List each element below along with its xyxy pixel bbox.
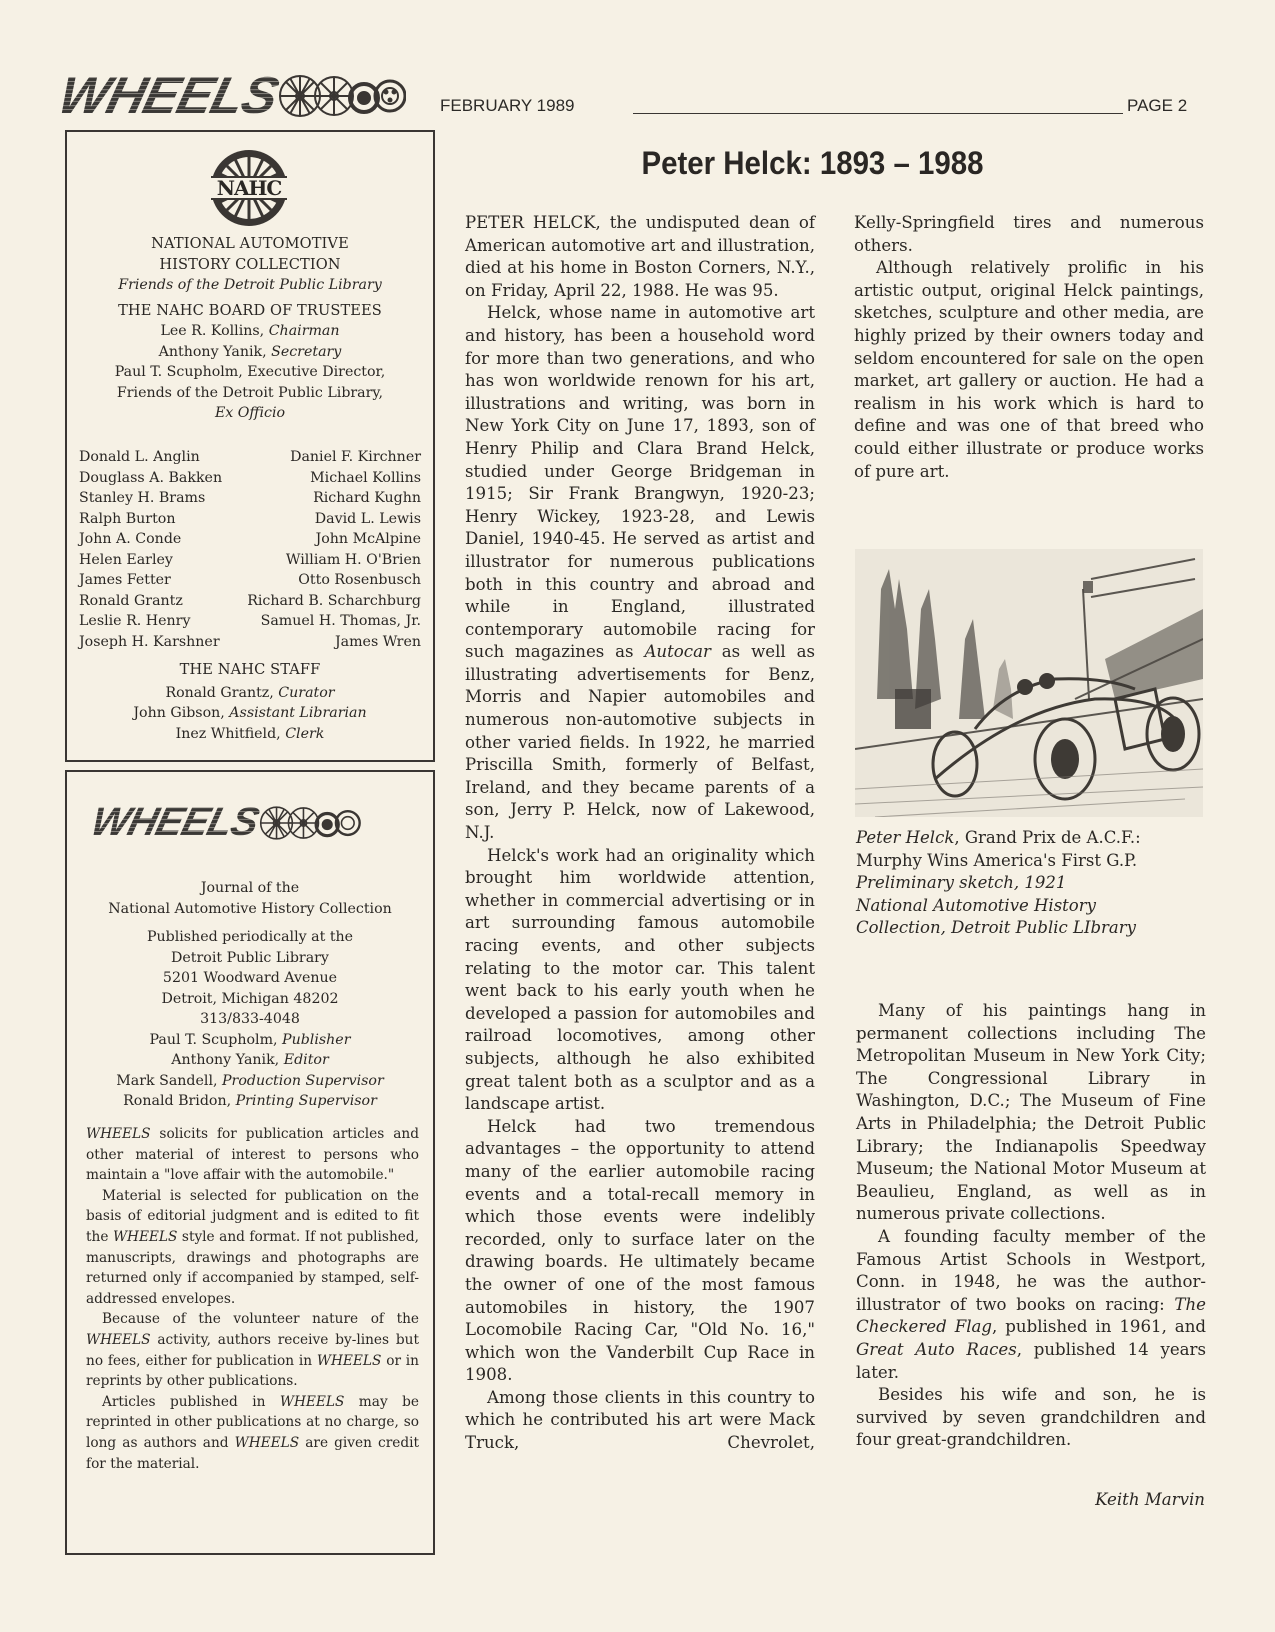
staff-name: Anthony Yanik,	[171, 1052, 284, 1068]
trustee-row	[79, 591, 421, 612]
policy-paragraph	[86, 1124, 419, 1186]
staff-role: Production Supervisor	[222, 1072, 384, 1089]
trustee-name: Ralph Burton	[79, 510, 176, 527]
staff-role: Editor	[283, 1052, 329, 1068]
wheels-name: WHEELS	[86, 1331, 151, 1348]
staff-member	[79, 724, 421, 745]
staff-role: Printing Supervisor	[235, 1093, 377, 1109]
address-line: Published periodically at the	[146, 929, 354, 945]
book-title: The Checkered Flag	[856, 1294, 1206, 1337]
trustee-name: James Fetter	[79, 572, 171, 588]
wheels-name: WHEELS	[316, 1352, 382, 1369]
article-paragraph: Helck had two tremendous advantages – the opportunity to attend many of the earlier automobile racing events and a total-recall memory in which those events were indelibly recorded, only to surface later on the drawing boards. He ultimately became the owner of one of the most famous automobiles in history, the 1907 Locomobile Racing Car, "Old No. 16," which won the Vanderbilt Cup Race in 1908.	[465, 1116, 815, 1385]
policy-text: Material is selected for publication on the basis of editorial judgment and is edited to fit the	[86, 1187, 419, 1245]
caption-title: , Grand Prix de A.C.F.:	[954, 828, 1141, 847]
racing-sketch-illustration	[855, 549, 1203, 817]
wheels-name: WHEELS	[234, 1434, 300, 1451]
staff-role: Clerk	[285, 725, 325, 742]
staff-name: Ronald Bridon,	[123, 1093, 236, 1109]
wheels-logo-wheels-icon	[276, 72, 406, 120]
article-column-1	[465, 212, 815, 1455]
magazine-title: Autocar	[644, 642, 711, 662]
caption-line: Murphy Wins America's First G.P.	[856, 850, 1138, 870]
officer-secretary	[67, 342, 433, 363]
officer-role: Chairman	[268, 323, 340, 339]
trustee-name: Otto Rosenbusch	[298, 572, 421, 588]
org-name-line2: HISTORY COLLECTION	[159, 255, 341, 273]
article-paragraph: PETER HELCK, the undisputed dean of American automotive art and illustration, died at his home in Boston Corners, N.Y., on Friday, April 22, 1988. He was 95.	[465, 213, 815, 300]
trustee-name: Stanley H. Brams	[79, 490, 206, 506]
officer-role: Secretary	[271, 343, 342, 360]
caption-line: National Automotive History	[856, 895, 1096, 915]
journal-of: Journal of the	[200, 880, 300, 896]
trustee-row	[79, 468, 421, 489]
trustee-row	[79, 447, 421, 468]
trustee-name: David L. Lewis	[314, 510, 421, 527]
policy-paragraph	[86, 1186, 419, 1310]
paragraph-text: A founding faculty member of the Famous Artist Schools in Westport, Conn. in 1948, he was the author-illustrator of two books on racing:	[856, 1226, 1206, 1314]
masthead-staff	[67, 1050, 433, 1071]
trustees-heading: THE NAHC BOARD OF TRUSTEES	[118, 301, 382, 319]
race-car-sketch-image	[855, 549, 1203, 817]
masthead-staff	[67, 1091, 433, 1112]
wheels-name: WHEELS	[86, 1126, 151, 1142]
policy-text: Articles published in	[102, 1393, 280, 1410]
exec-director-line1: Paul T. Scupholm, Executive Director,	[114, 364, 386, 380]
trustee-name: John A. Conde	[79, 531, 182, 547]
trustees-list	[79, 447, 421, 744]
nahc-emblem-text: NAHC	[216, 176, 282, 200]
staff-name: Inez Whitfield,	[175, 725, 286, 742]
trustee-name: Richard B. Scharchburg	[247, 592, 421, 609]
phone-number: 313/833-4048	[200, 1011, 300, 1027]
wheels-name: WHEELS	[112, 1228, 178, 1245]
journal-info	[67, 878, 433, 1112]
journal-name: National Automotive History Collection	[108, 900, 392, 917]
masthead-staff	[67, 1030, 433, 1051]
org-name-line1: NATIONAL AUTOMOTIVE	[151, 235, 349, 252]
officer-name: Lee R. Kollins,	[160, 323, 269, 339]
officer-chairman	[67, 321, 433, 342]
policy-text: are given credit for the material.	[86, 1434, 419, 1472]
trustee-name: Douglass A. Bakken	[79, 469, 223, 486]
address-line: Detroit Public Library	[171, 949, 329, 966]
trustee-name: John McAlpine	[315, 531, 421, 547]
trustee-name: William H. O'Brien	[285, 551, 421, 568]
address-line: 5201 Woodward Avenue	[162, 970, 338, 986]
staff-name: John Gibson,	[133, 705, 230, 721]
submission-policy	[86, 1124, 419, 1474]
book-title: Great Auto Races	[856, 1339, 1017, 1359]
trustee-name: Samuel H. Thomas, Jr.	[260, 613, 421, 629]
policy-paragraph	[86, 1309, 419, 1391]
trustee-row	[79, 611, 421, 632]
article-paragraph: Helck's work had an originality which brought him worldwide attention, whether in commercial advertising or in art surrounding famous automobile racing events, and other subjects relating to the motor car. This talent went back to his early youth when he developed a passion for automobiles and railroad locomotives, among other subjects, although he also exhibited great talent both as a sculptor and as a landscape artist.	[465, 845, 815, 1114]
staff-role: Curator	[278, 684, 335, 701]
article-paragraph: Among those clients in this country to which he contributed his art were Mack Truck, Chevrolet,	[465, 1387, 815, 1453]
paragraph-text: as well as illustrating advertisements for Benz, Morris and Napier automobiles and numerous non-automotive subjects in other varied fields. In 1922, he married Priscilla Smith, formerly of Belfast, Ireland, and they became parents of a son, Jerry P. Helck, now of Lakewood, N.J.	[465, 642, 815, 843]
trustee-name: Helen Earley	[79, 551, 173, 568]
trustee-name: Michael Kollins	[310, 469, 421, 486]
masthead-staff	[67, 1071, 433, 1092]
policy-text: style and format. If not published, manuscripts, drawings and photographs are returned only if accompanied by stamped, self-addressed envelopes.	[86, 1228, 419, 1307]
policy-text: may be reprinted in other publications at no charge, so long as authors and	[86, 1393, 420, 1451]
trustee-row	[79, 570, 421, 591]
page-number: PAGE 2	[1127, 96, 1188, 115]
article-paragraph	[856, 1226, 1206, 1384]
paragraph-text: , published 14 years later.	[856, 1339, 1206, 1382]
trustee-row	[79, 509, 421, 530]
article-paragraph	[465, 302, 815, 844]
illustration-caption	[856, 827, 1206, 940]
publication-address	[67, 927, 433, 1030]
officer-name: Anthony Yanik,	[158, 343, 272, 360]
exec-director-line2: Friends of the Detroit Public Library,	[116, 384, 384, 401]
trustee-name: James Wren	[334, 633, 421, 650]
issue-date: FEBRUARY 1989	[440, 96, 575, 115]
policy-text: activity, authors receive by-lines but no fees, either for publication in	[86, 1331, 419, 1369]
trustee-name: Leslie R. Henry	[79, 613, 191, 629]
policy-text: solicits for publication articles and other material of interest to persons who maintain a "love affair with the automobile."	[86, 1126, 419, 1184]
trustee-name: Joseph H. Karshner	[79, 633, 220, 650]
staff-name: Paul T. Scupholm,	[149, 1031, 283, 1048]
article-title: Peter Helck: 1893 – 1988	[641, 145, 984, 181]
nahc-emblem	[207, 146, 291, 234]
paragraph-text: Helck, whose name in automotive art and history, has been a household word for more than two generations, and who has won worldwide renown for his art, illustrations and writing, was born in New York City on June 17, 1893, son of Henry Philip and Clara Brand Helck, studied under George Bridgeman in 1915; Sir Frank Brangwyn, 1920-23; Henry Wickey, 1923-28, and Lewis Daniel, 1940-45. He served as artist and illustrator for numerous publications both in this country and abroad and while in England, illustrated contemporary automobile racing for such magazines as	[465, 303, 815, 662]
article-column-2	[854, 212, 1204, 483]
wheels-name: WHEELS	[279, 1393, 345, 1410]
staff-name: Ronald Grantz,	[165, 684, 279, 701]
org-friends: Friends of the Detroit Public Library	[118, 277, 382, 293]
policy-text: Because of the volunteer nature of the	[102, 1311, 419, 1328]
article-paragraph: Although relatively prolific in his artistic output, original Helck paintings, sketches, sculpture and other media, are highly prized by their owners today and seldom encountered for sale on the open market, art gallery or auction. He had a realism in his work which is hard to define and was one of that breed who could either illustrate or produce works of pure art.	[854, 258, 1204, 481]
caption-line	[856, 827, 1206, 850]
article-paragraph: Kelly-Springfield tires and numerous others.	[854, 213, 1204, 255]
trustee-name: Daniel F. Kirchner	[290, 449, 421, 465]
wheels-logo-text: WHEELS	[86, 800, 263, 844]
caption-line: Preliminary sketch, 1921	[856, 873, 1067, 893]
trustee-name: Donald L. Anglin	[79, 449, 200, 465]
staff-role: Publisher	[282, 1031, 351, 1048]
trustee-row	[79, 550, 421, 571]
trustee-row	[79, 529, 421, 550]
staff-member	[79, 703, 421, 724]
wheels-logo-text: WHEELS	[52, 67, 284, 125]
trustee-name: Ronald Grantz	[79, 592, 183, 609]
address-line: Detroit, Michigan 48202	[161, 990, 339, 1007]
nahc-info-box	[65, 130, 435, 762]
trustee-name: Richard Kughn	[313, 490, 421, 506]
article-paragraph: Besides his wife and son, he is survived by seven grandchildren and four great-grandchildren.	[856, 1385, 1206, 1450]
caption-line: Collection, Detroit Public LIbrary	[856, 918, 1136, 938]
caption-artist: Peter Helck	[856, 828, 955, 847]
header-rule	[633, 113, 1123, 114]
policy-paragraph	[86, 1392, 419, 1474]
article-paragraph: Many of his paintings hang in permanent collections including The Metropolitan Museum in New York City; The Congressional Library in Washington, D.C.; The Museum of Fine Arts in Philadelphia; the Detroit Public Library; the Indianapolis Speedway Museum; the National Motor Museum at Beaulieu, England, as well as in numerous private collections.	[856, 1001, 1206, 1224]
staff-name: Mark Sandell,	[116, 1072, 222, 1089]
wheels-logo-small	[86, 800, 361, 845]
wheels-logo	[52, 66, 406, 126]
author-byline: Keith Marvin	[1095, 1490, 1205, 1509]
staff-member	[79, 683, 421, 704]
trustee-row	[79, 488, 421, 509]
policy-text: or in reprints by other publications.	[86, 1352, 419, 1390]
wheels-logo-wheels-icon	[257, 804, 361, 842]
paragraph-text: , published in 1961, and	[992, 1317, 1207, 1337]
staff-role: Assistant Librarian	[229, 705, 367, 721]
ex-officio: Ex Officio	[214, 405, 286, 421]
article-column-3	[856, 1000, 1206, 1452]
staff-heading: THE NAHC STAFF	[179, 661, 321, 678]
trustee-row	[79, 632, 421, 653]
